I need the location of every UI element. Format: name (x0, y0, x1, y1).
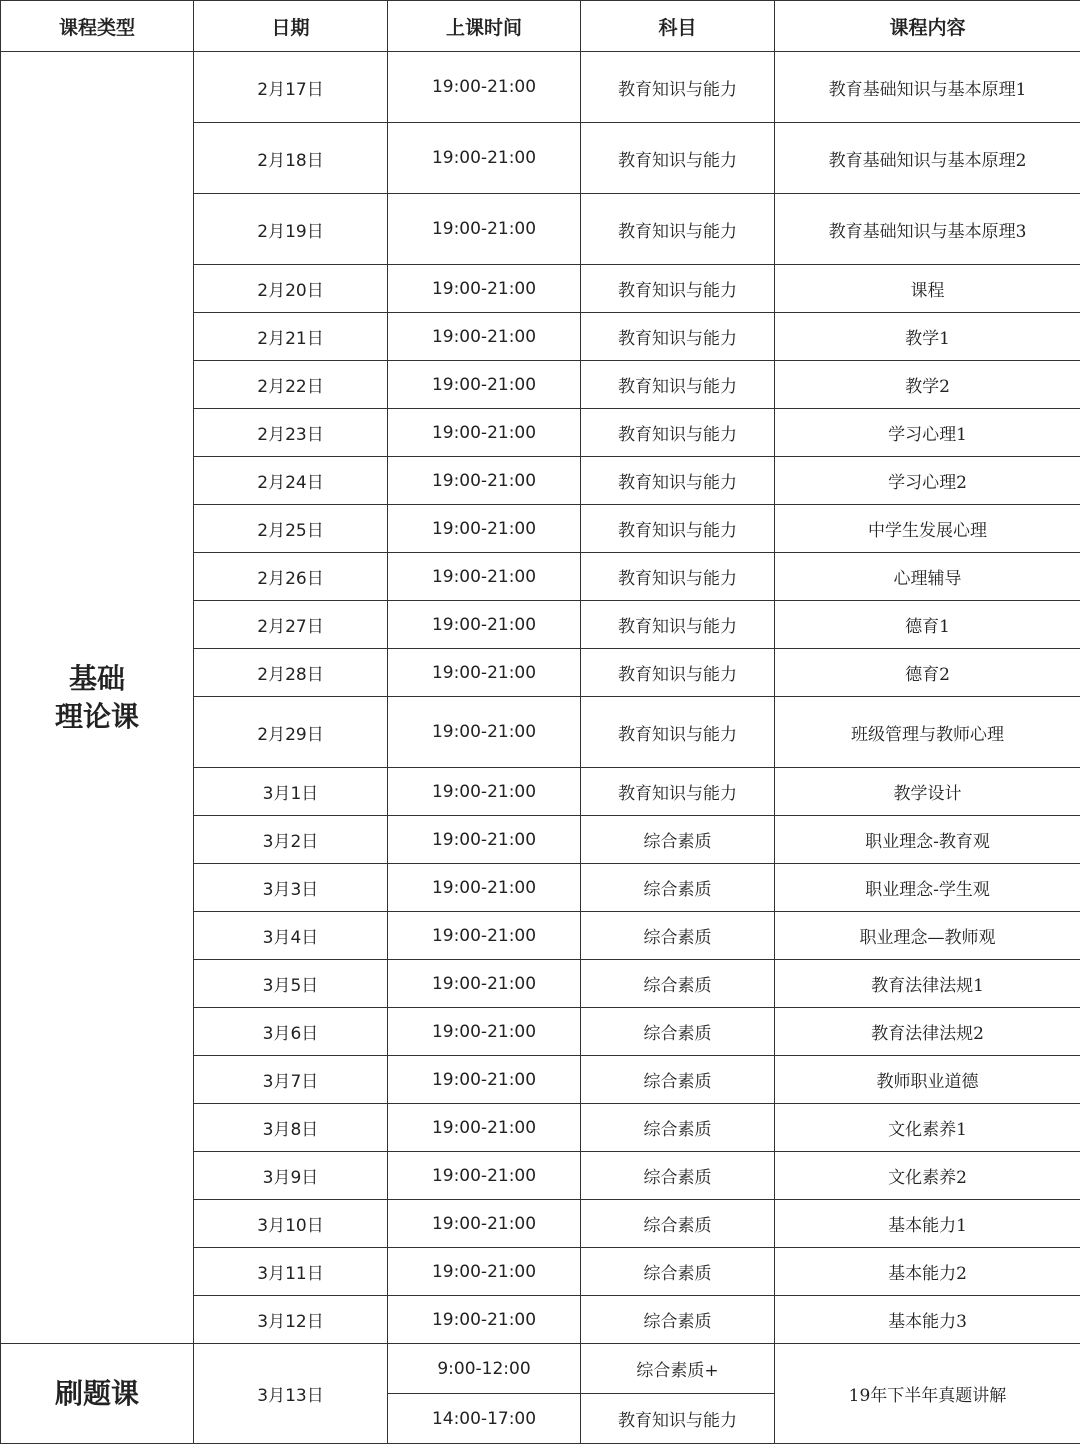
subject-cell: 综合素质 (581, 1056, 775, 1104)
subject-cell: 综合素质 (581, 864, 775, 912)
subject-cell: 教育知识与能力 (581, 601, 775, 649)
subject-cell: 综合素质 (581, 1248, 775, 1296)
content-cell: 职业理念-教育观 (775, 816, 1080, 864)
date-cell: 3月10日 (194, 1200, 388, 1248)
time-cell: 19:00-21:00 (388, 1248, 581, 1296)
date-cell: 3月13日 (194, 1344, 388, 1444)
content-cell: 基本能力1 (775, 1200, 1080, 1248)
header-subject: 科目 (581, 1, 775, 52)
content-cell: 职业理念-学生观 (775, 864, 1080, 912)
date-cell: 3月6日 (194, 1008, 388, 1056)
content-cell: 教学设计 (775, 768, 1080, 816)
subject-cell: 教育知识与能力 (581, 194, 775, 265)
course-type-basic (1, 52, 194, 1344)
subject-cell: 教育知识与能力 (581, 457, 775, 505)
time-cell: 19:00-21:00 (388, 1296, 581, 1344)
subject-cell: 教育知识与能力 (581, 768, 775, 816)
date-cell: 3月8日 (194, 1104, 388, 1152)
time-cell: 19:00-21:00 (388, 505, 581, 553)
time-cell: 19:00-21:00 (388, 194, 581, 265)
header-date: 日期 (194, 1, 388, 52)
time-cell: 19:00-21:00 (388, 960, 581, 1008)
time-cell: 19:00-21:00 (388, 864, 581, 912)
content-cell: 基本能力2 (775, 1248, 1080, 1296)
course-type-basic-line2: 理论课 (1, 698, 193, 736)
time-cell: 19:00-21:00 (388, 409, 581, 457)
subject-cell: 综合素质 (581, 1008, 775, 1056)
time-cell: 19:00-21:00 (388, 768, 581, 816)
time-cell: 19:00-21:00 (388, 1200, 581, 1248)
date-cell: 3月11日 (194, 1248, 388, 1296)
content-cell: 文化素养1 (775, 1104, 1080, 1152)
subject-cell: 综合素质 (581, 1152, 775, 1200)
content-cell: 心理辅导 (775, 553, 1080, 601)
subject-cell: 综合素质 (581, 960, 775, 1008)
content-cell: 学习心理2 (775, 457, 1080, 505)
time-cell: 19:00-21:00 (388, 1104, 581, 1152)
table-row (1, 52, 1080, 123)
header-type: 课程类型 (1, 1, 194, 52)
course-type-practice: 刷题课 (1, 1344, 194, 1444)
date-cell: 2月27日 (194, 601, 388, 649)
content-cell: 教育基础知识与基本原理3 (775, 194, 1080, 265)
subject-cell: 教育知识与能力 (581, 123, 775, 194)
time-cell: 19:00-21:00 (388, 912, 581, 960)
time-cell: 19:00-21:00 (388, 313, 581, 361)
subject-cell: 综合素质 (581, 912, 775, 960)
subject-cell: 教育知识与能力 (581, 265, 775, 313)
date-cell: 3月5日 (194, 960, 388, 1008)
header-content: 课程内容 (775, 1, 1080, 52)
time-cell: 19:00-21:00 (388, 1008, 581, 1056)
subject-cell: 教育知识与能力 (581, 409, 775, 457)
time-cell: 19:00-21:00 (388, 649, 581, 697)
date-cell: 2月21日 (194, 313, 388, 361)
content-cell: 教学2 (775, 361, 1080, 409)
content-cell: 19年下半年真题讲解 (775, 1344, 1080, 1444)
subject-cell: 教育知识与能力 (581, 553, 775, 601)
content-cell: 教师职业道德 (775, 1056, 1080, 1104)
time-cell: 19:00-21:00 (388, 457, 581, 505)
content-cell: 职业理念—教师观 (775, 912, 1080, 960)
time-cell: 19:00-21:00 (388, 816, 581, 864)
content-cell: 课程 (775, 265, 1080, 313)
content-cell: 教学1 (775, 313, 1080, 361)
time-cell: 19:00-21:00 (388, 601, 581, 649)
time-cell: 19:00-21:00 (388, 1152, 581, 1200)
course-type-basic-line1: 基础 (1, 660, 193, 698)
subject-cell: 教育知识与能力 (581, 313, 775, 361)
content-cell: 教育基础知识与基本原理1 (775, 52, 1080, 123)
date-cell: 3月7日 (194, 1056, 388, 1104)
date-cell: 2月28日 (194, 649, 388, 697)
time-cell: 9:00-12:00 (388, 1344, 581, 1394)
subject-cell: 综合素质 (581, 1296, 775, 1344)
content-cell: 教育基础知识与基本原理2 (775, 123, 1080, 194)
content-cell: 德育1 (775, 601, 1080, 649)
subject-cell: 教育知识与能力 (581, 697, 775, 768)
date-cell: 3月4日 (194, 912, 388, 960)
header-row (1, 1, 1080, 52)
subject-cell: 教育知识与能力 (581, 649, 775, 697)
content-cell: 学习心理1 (775, 409, 1080, 457)
date-cell: 2月18日 (194, 123, 388, 194)
content-cell: 基本能力3 (775, 1296, 1080, 1344)
date-cell: 2月17日 (194, 52, 388, 123)
date-cell: 2月24日 (194, 457, 388, 505)
time-cell: 19:00-21:00 (388, 123, 581, 194)
header-time: 上课时间 (388, 1, 581, 52)
table-row (1, 1344, 1080, 1394)
date-cell: 2月25日 (194, 505, 388, 553)
time-cell: 19:00-21:00 (388, 361, 581, 409)
subject-cell: 教育知识与能力 (581, 505, 775, 553)
subject-cell: 综合素质 (581, 816, 775, 864)
content-cell: 教育法律法规1 (775, 960, 1080, 1008)
date-cell: 3月9日 (194, 1152, 388, 1200)
content-cell: 班级管理与教师心理 (775, 697, 1080, 768)
date-cell: 2月20日 (194, 265, 388, 313)
date-cell: 2月29日 (194, 697, 388, 768)
date-cell: 3月12日 (194, 1296, 388, 1344)
content-cell: 德育2 (775, 649, 1080, 697)
date-cell: 3月3日 (194, 864, 388, 912)
time-cell: 19:00-21:00 (388, 697, 581, 768)
date-cell: 2月22日 (194, 361, 388, 409)
date-cell: 3月2日 (194, 816, 388, 864)
time-cell: 19:00-21:00 (388, 1056, 581, 1104)
date-cell: 2月26日 (194, 553, 388, 601)
time-cell: 19:00-21:00 (388, 553, 581, 601)
time-cell: 19:00-21:00 (388, 52, 581, 123)
subject-cell: 综合素质 (581, 1200, 775, 1248)
time-cell: 14:00-17:00 (388, 1394, 581, 1444)
subject-cell: 综合素质 (581, 1104, 775, 1152)
subject-cell: 教育知识与能力 (581, 361, 775, 409)
date-cell: 3月1日 (194, 768, 388, 816)
date-cell: 2月19日 (194, 194, 388, 265)
subject-cell: 教育知识与能力 (581, 1394, 775, 1444)
subject-cell: 教育知识与能力 (581, 52, 775, 123)
date-cell: 2月23日 (194, 409, 388, 457)
content-cell: 文化素养2 (775, 1152, 1080, 1200)
content-cell: 教育法律法规2 (775, 1008, 1080, 1056)
subject-cell: 综合素质+ (581, 1344, 775, 1394)
content-cell: 中学生发展心理 (775, 505, 1080, 553)
time-cell: 19:00-21:00 (388, 265, 581, 313)
